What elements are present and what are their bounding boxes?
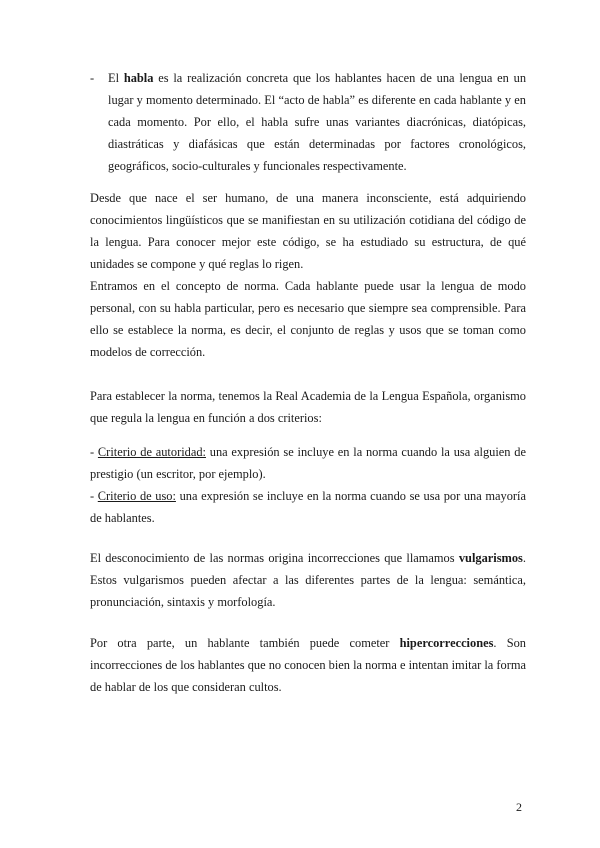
paragraph-real-academia: Para establecer la norma, tenemos la Real Academia de la Lengua Española, organismo que regula la lengua en función a dos criterios:: [90, 389, 526, 425]
bullet-dash: -: [90, 71, 95, 85]
criterio-autoridad-label: Criterio de autoridad:: [97, 445, 206, 459]
term-habla: habla: [123, 71, 154, 85]
term-hipercorrecciones: hipercorrecciones: [399, 636, 494, 650]
criterio-uso-label: Criterio de uso:: [97, 489, 176, 503]
paragraph-conocimientos: Desde que nace el ser humano, de una manera inconsciente, está adquiriendo conocimientos lingüísticos que se manifiestan en su utilización cotidiana del código de la lengua. Para conocer mejor este código, se ha estudiado su estructura, de qué unidades se compone y qué reglas lo rigen.: [90, 191, 526, 271]
paragraph-vulgarismos: El desconocimiento de las normas origina incorrecciones que llamamos vulgarismos. Estos vulgarismos pueden afectar a las diferentes partes de la lengua: semántica, pronunciación, sintaxis y morfología.: [90, 551, 526, 609]
criterio-autoridad: - Criterio de autoridad: una expresión se incluye en la norma cuando la usa alguien de prestigio (un escritor, por ejemplo).: [90, 445, 526, 481]
page-number: 2: [516, 800, 522, 814]
criterio-uso: - Criterio de uso: una expresión se incluye en la norma cuando se usa por una mayoría de hablantes.: [90, 489, 526, 525]
paragraph-hipercorrecciones: Por otra parte, un hablante también puede cometer hipercorrecciones. Son incorrecciones de los hablantes que no conocen bien la norma e intentan imitar la forma de hablar de los que consideran cultos.: [90, 636, 526, 694]
paragraph-norma: Entramos en el concepto de norma. Cada hablante puede usar la lengua de modo personal, con su habla particular, pero es necesario que siempre sea comprensible. Para ello se establece la norma, es decir, el conjunto de reglas y usos que se toman como modelos de corrección.: [90, 279, 526, 359]
habla-definition: El habla es la realización concreta que los hablantes hacen de una lengua en un lugar y momento determinado. El “acto de habla” es diferente en cada hablante y en cada momento. Por ello, el habla sufre unas variantes diacrónicas, diatópicas, diastráticas y diafásicas que están determinadas por factores cronológicos, geográficos, socio-culturales y funcionales respectivamente.: [108, 71, 527, 173]
term-vulgarismos: vulgarismos: [458, 551, 523, 565]
